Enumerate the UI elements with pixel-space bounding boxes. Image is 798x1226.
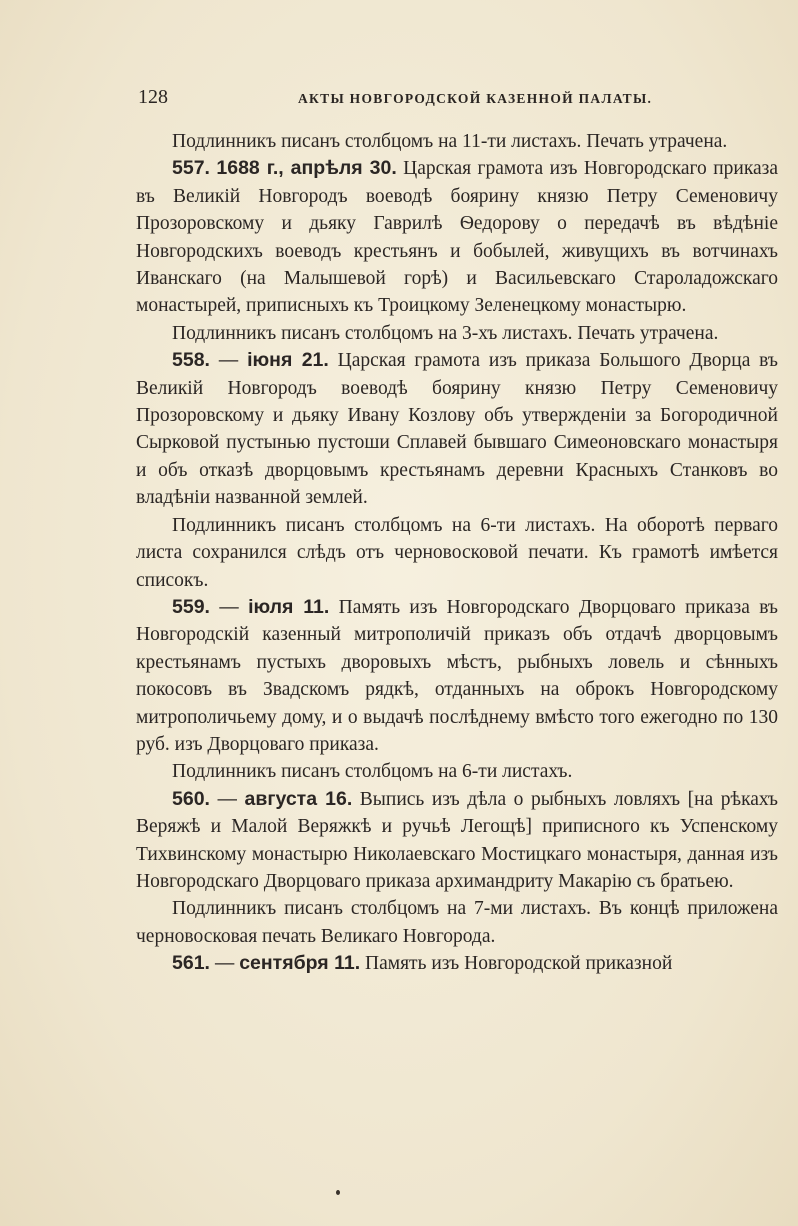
entry-date: сентября 11. bbox=[239, 952, 361, 975]
note-text: Подлинникъ писанъ столбцомъ на 11-ти листахъ. Печать утрачена. bbox=[172, 131, 728, 152]
entry-text: Память изъ Новгородской приказной bbox=[365, 953, 673, 975]
entry-dash: — bbox=[218, 349, 239, 372]
entry-number: 558. bbox=[172, 349, 210, 372]
entry-559 bbox=[136, 594, 778, 758]
running-title: АКТЫ НОВГОРОДСКОЙ КАЗЕННОЙ ПАЛАТЫ. bbox=[298, 91, 653, 106]
entry-number: 561. bbox=[172, 952, 210, 975]
note-text: Подлинникъ писанъ столбцомъ на 3-хъ листахъ. Печать утрачена. bbox=[172, 322, 719, 344]
note-paragraph bbox=[136, 128, 778, 155]
note-paragraph bbox=[136, 758, 778, 785]
entry-dash: — bbox=[214, 952, 235, 975]
entry-date: іюня 21. bbox=[247, 349, 329, 372]
entry-561 bbox=[136, 950, 778, 977]
page-header bbox=[138, 86, 778, 116]
entry-dash: — bbox=[217, 787, 237, 810]
entry-date: августа 16. bbox=[244, 787, 353, 810]
entry-date: 1688 г., апрѣля 30. bbox=[216, 157, 397, 180]
ink-speck bbox=[336, 1190, 340, 1195]
entry-dash: — bbox=[219, 595, 239, 618]
entry-text: Память изъ Новгородскаго Дворцоваго приказа въ Новгородскій казенный митрополичій приказъ объ отдачѣ дворцовымъ крестьянамъ пустыхъ дворовыхъ мѣстъ, рыбныхъ ловель и сѣнныхъ покосовъ въ Звадскомъ рядкѣ, отданныхъ на оброкъ Новгородскому митрополичьему дому, и о выдачѣ послѣднему вмѣсто того ежегодно по 130 руб. изъ Дворцоваго приказа. bbox=[136, 596, 779, 755]
document-body bbox=[136, 128, 778, 978]
entry-558 bbox=[136, 347, 778, 511]
entry-number: 559. bbox=[172, 595, 210, 618]
note-paragraph bbox=[136, 895, 778, 950]
note-paragraph bbox=[136, 320, 778, 347]
entry-560 bbox=[136, 786, 778, 896]
page-number: 128 bbox=[138, 86, 168, 108]
note-paragraph bbox=[136, 512, 778, 594]
entry-number: 560. bbox=[172, 787, 210, 810]
note-text: Подлинникъ писанъ столбцомъ на 6-ти листахъ. На оборотѣ перваго листа сохранился слѣдъ отъ черновосковой печати. Къ грамотѣ имѣется списокъ. bbox=[136, 514, 778, 591]
entry-text: Царская грамота изъ приказа Большого Дворца въ Великій Новгородъ воеводѣ боярину князю Петру Семеновичу Прозоровскому и дьяку Ивану Козлову объ утвержденіи за Богородичной Сырковой пустынью пустоши Сплавей бывшаго Симеоновскаго монастыря и объ отказѣ дворцовымъ крестьянамъ деревни Красныхъ Станковъ во владѣніи названной землей. bbox=[136, 350, 778, 509]
entry-date: іюля 11. bbox=[248, 595, 330, 618]
note-text: Подлинникъ писанъ столбцомъ на 7-ми листахъ. Въ концѣ приложена черновосковая печать Великаго Новгорода. bbox=[136, 898, 778, 947]
entry-number: 557. bbox=[172, 157, 210, 180]
entry-text: Выпись изъ дѣла о рыбныхъ ловляхъ [на рѣкахъ Веряжѣ и Малой Веряжкѣ и ручьѣ Легощѣ] приписного къ Успенскому Тихвинскому монастырю Николаевскаго Мостицкаго монастыря, данная изъ Новгородскаго Дворцоваго приказа архимандриту Макарію съ братьею. bbox=[136, 788, 778, 892]
entry-557 bbox=[136, 155, 778, 319]
note-text: Подлинникъ писанъ столбцомъ на 6-ти листахъ. bbox=[172, 761, 573, 783]
entry-text: Царская грамота изъ Новгородскаго приказа въ Великій Новгородъ воеводѣ боярину князю Петру Семеновичу Прозоровскому и дьяку Гаврилѣ Ѳедорову о передачѣ въ вѣдѣніе Новгородскихъ воеводъ крестьянъ и бобылей, живущихъ въ вотчинахъ Иванскаго (на Малышевой горѣ) и Васильевскаго Староладожскаго монастырей, приписныхъ къ Троицкому Зеленецкому монастырю. bbox=[136, 158, 779, 317]
